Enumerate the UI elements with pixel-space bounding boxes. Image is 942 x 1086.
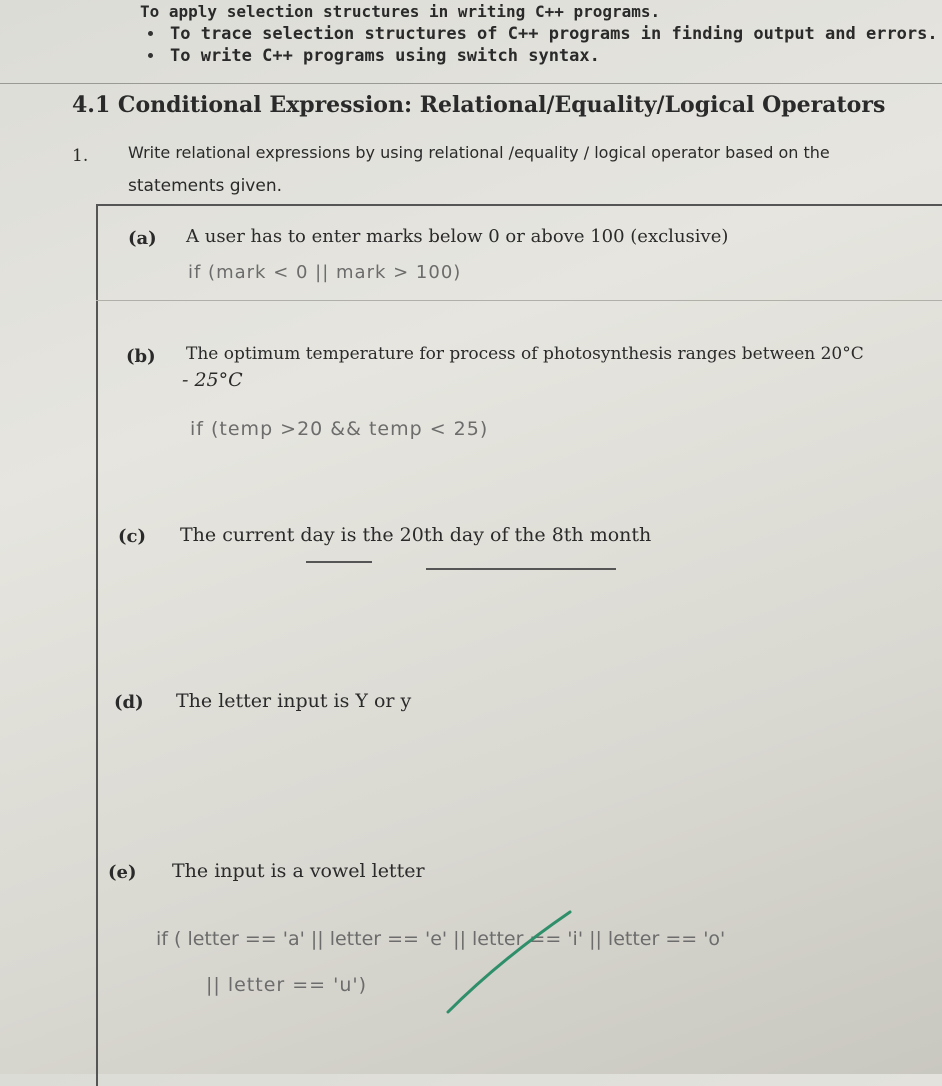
item-label-a: (a) — [128, 228, 157, 249]
handwritten-answer-b: if (temp >20 && temp < 25) — [190, 418, 489, 440]
item-text-d: The letter input is Y or y — [176, 690, 412, 712]
objective-item: To write C++ programs using switch syntax. — [170, 46, 942, 68]
handwritten-answer-a: if (mark < 0 || mark > 100) — [188, 262, 462, 283]
item-text-b: The optimum temperature for process of photosynthesis ranges between 20°C — [186, 344, 864, 364]
question-text-continued: statements given. — [128, 176, 282, 196]
item-text-c: The current day is the 20th day of the 8th month — [180, 524, 652, 546]
objective-item: To trace selection structures of C++ programs in finding output and errors. — [170, 24, 942, 46]
question-text: Write relational expressions by using relational /equality / logical operator based on the — [128, 143, 830, 162]
handwritten-answer-e: if ( letter == 'a' || letter == 'e' || letter == 'i' || letter == 'o' — [156, 928, 726, 950]
item-text-b-continued: - 25°C — [182, 369, 243, 391]
item-label-c: (c) — [118, 526, 146, 547]
handwritten-answer-e-continued: || letter == 'u') — [206, 974, 368, 996]
item-text-a: A user has to enter marks below 0 or above 100 (exclusive) — [186, 226, 729, 247]
item-label-e: (e) — [108, 862, 137, 883]
section-heading: 4.1 Conditional Expression: Relational/Equality/Logical Operators — [72, 92, 886, 118]
objective-item: To apply selection structures in writing C++ programs. — [140, 2, 661, 21]
item-text-e: The input is a vowel letter — [172, 860, 425, 882]
item-label-b: (b) — [126, 346, 156, 367]
item-label-d: (d) — [114, 692, 144, 713]
question-number: 1. — [72, 146, 89, 166]
